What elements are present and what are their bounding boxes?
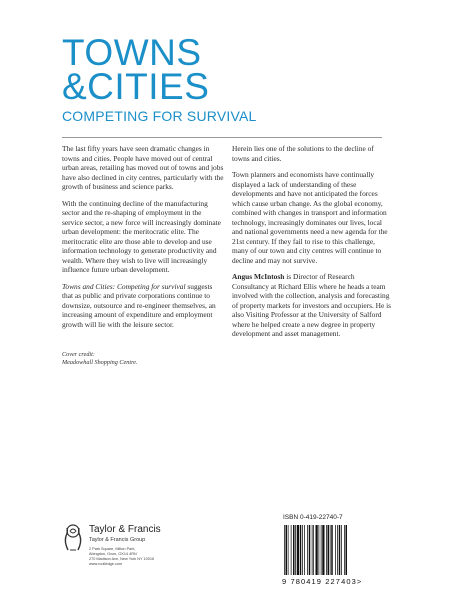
barcode-bar — [313, 525, 314, 575]
barcode-bar — [284, 525, 285, 575]
barcode-bar — [328, 525, 330, 575]
blurb-paragraph: Town planners and economists have continually displayed a lack of understanding of these developments and have not anticipated the forces which cause urban change. As the global economy, combined with changes in transport and information technology, increasingly dominates our lives, local and national governments need a new agenda for the 21st century. If they fail to rise to this challenge, many of our town and city centres will continue to decline and may not survive. — [232, 170, 388, 265]
author-name: Angus McIntosh — [232, 272, 285, 281]
publisher-group: Taylor & Francis Group — [89, 537, 146, 543]
blurb-left-column — [62, 144, 224, 336]
isbn-barcode — [282, 525, 374, 577]
barcode-bar — [330, 525, 331, 575]
book-subtitle: COMPETING FOR SURVIVAL — [62, 108, 257, 124]
barcode-bar — [335, 525, 336, 575]
isbn-label: ISBN 0-419-22740-7 — [283, 514, 343, 521]
barcode-bar — [309, 525, 311, 575]
right-rule — [232, 137, 382, 138]
barcode-bar — [300, 525, 302, 575]
publisher-address — [89, 547, 154, 567]
barcode-bar — [331, 525, 333, 575]
barcode-bar — [326, 525, 327, 575]
blurb-right-column — [232, 144, 392, 346]
cover-credits — [62, 351, 138, 367]
book-title-logo — [62, 32, 257, 124]
address-line: www.routledge.com — [89, 562, 123, 566]
author-bio — [232, 272, 392, 339]
address-line: Abingdon, Oxon, OX14 4RN — [89, 552, 137, 556]
author-bio-text: is Director of Research Consultancy at Richard Ellis where he heads a team involved with the collection, analysis and forecasting of property markets for investors and occupiers. He is also Visiting Professor at the University of Salford where he helped create a new degree in property development and asset management. — [232, 272, 392, 338]
barcode-bar — [304, 525, 305, 575]
barcode-number — [282, 577, 362, 586]
title-line-towns: TOWNS — [62, 32, 202, 73]
barcode-arrow: > — [356, 577, 363, 586]
left-rule — [62, 137, 246, 138]
barcode-bar — [346, 525, 348, 575]
publisher-name: Taylor & Francis — [89, 524, 161, 535]
barcode-bar — [288, 525, 289, 575]
title-line-cities: &CITIES — [62, 66, 210, 107]
barcode-bar — [295, 525, 296, 575]
barcode-bar — [302, 525, 303, 575]
barcode-bar — [337, 525, 338, 575]
barcode-bar — [319, 525, 320, 575]
cover-credit-label: Cover credit: — [62, 351, 95, 358]
address-line: 2 Park Square, Milton Park, — [89, 547, 136, 551]
barcode-bar — [339, 525, 341, 575]
barcode-bar — [321, 525, 322, 575]
barcode-bar — [291, 525, 292, 575]
barcode-bar — [322, 525, 324, 575]
blurb-paragraph: Herein lies one of the solutions to the decline of towns and cities. — [232, 144, 374, 163]
address-line: 270 Madison Ave, New York NY 10016 — [89, 557, 155, 561]
barcode-bar — [312, 525, 313, 575]
barcode-digits: 9 780419 227403 — [282, 577, 357, 586]
blurb-text: suggests that as public and private corporations continue to downsize, outsource and re-engineer themselves, an increasing amount of expenditure and employment growth will lie with the leisure sector. — [62, 281, 216, 329]
cover-credit-value: Meadowhall Shopping Centre. — [62, 359, 138, 366]
barcode-bar — [341, 525, 342, 575]
barcode-bar — [293, 525, 295, 575]
book-title-italic: Towns and Cities: Competing for survival — [62, 281, 186, 291]
barcode-bar — [316, 525, 318, 575]
barcode-bar — [307, 525, 308, 575]
barcode-bar — [344, 525, 345, 575]
taylor-francis-logo-icon — [62, 522, 84, 552]
blurb-paragraph — [62, 282, 224, 330]
blurb-paragraph: The last fifty years have seen dramatic changes in towns and cities. People have moved out of central urban areas, retailing has moved out of towns and jobs have also declined in city centres, particularly with the growth of business and science parks. — [62, 144, 224, 191]
barcode-bar — [286, 525, 288, 575]
barcode-bar — [297, 525, 299, 575]
blurb-paragraph: With the continuing decline of the manufacturing sector and the re-shaping of employment in the service sector, a new force will increasingly dominate urban development: the meritocratic elite. The meritocratic elite are those able to develop and use information technology to generate productivity and wealth. Where they wish to live will increasingly influence future urban development. — [62, 198, 221, 274]
